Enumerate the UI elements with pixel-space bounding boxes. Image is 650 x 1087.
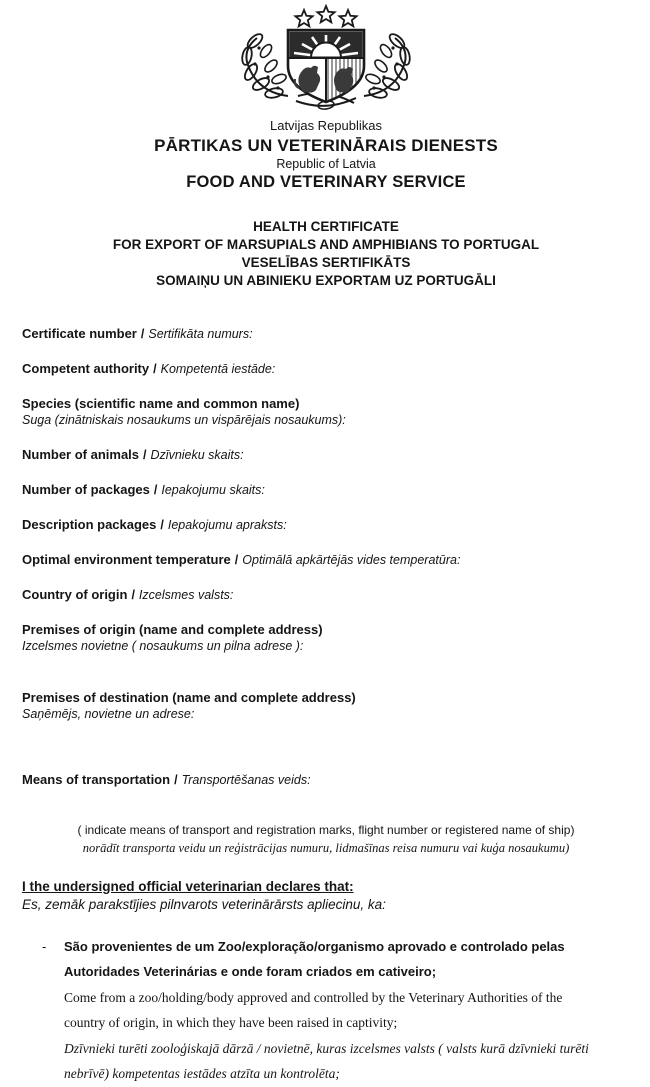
dotted-entry-line: [267, 484, 630, 497]
field-label-en: Optimal environment temperature: [22, 551, 231, 567]
field-label-lv: Iepakojumu skaits:: [161, 482, 265, 497]
declaration-item-text: [64, 934, 630, 1087]
label-separator: /: [174, 772, 178, 787]
org-header: [22, 118, 630, 193]
field-premises-of-origin: [22, 622, 630, 653]
label-separator: /: [143, 447, 147, 462]
declaration-section: [22, 879, 630, 1087]
org-country-en: Republic of Latvia: [276, 157, 376, 172]
field-label-en: Country of origin: [22, 586, 128, 602]
field-label-en: Species (scientific name and common name): [22, 395, 300, 411]
field-label-lv: Izcelsmes valsts:: [138, 587, 234, 602]
field-label-lv: Saņēmējs, novietne un adrese:: [22, 706, 195, 721]
org-country-lv: Latvijas Republikas: [269, 118, 382, 133]
declaration-heading-lv: Es, zemāk parakstījies pilnvarots veterinārārsts apliecinu, ka:: [22, 896, 386, 912]
field-label-lv: Optimālā apkārtējās vides temperatūra:: [242, 552, 461, 567]
declaration-text-pt: São provenientes de um Zoo/exploração/organismo aprovado e controlado pelas Autoridades Veterinárias e onde foram criados em cativeiro;: [64, 938, 565, 980]
dotted-continuation-line: [22, 808, 630, 821]
label-separator: /: [160, 517, 164, 532]
latvia-coat-of-arms-icon: [226, 4, 426, 114]
dotted-entry-line: [235, 589, 630, 602]
dotted-continuation-line: [22, 744, 630, 757]
field-label-lv: Sertifikāta numurs:: [148, 326, 253, 341]
label-separator: /: [153, 361, 157, 376]
field-country-of-origin: [22, 587, 630, 602]
list-bullet: -: [42, 938, 47, 954]
declaration-text-en: Come from a zoo/holding/body approved and controlled by the Veterinary Authorities of the country of origin, in which they have been raised in captivity;: [64, 989, 563, 1031]
dotted-entry-line: [196, 708, 630, 721]
declaration-text-lv: Dzīvnieki turēti zooloģiskajā dārzā / novietnē, kuras izcelsmes valsts ( valsts kurā dzīvnieki turēti nebrīvē) kompetentas iestādes atzīta un kontrolēta;: [64, 1040, 589, 1082]
field-certificate-number: [22, 326, 630, 341]
label-separator: /: [140, 326, 145, 341]
field-description-packages: [22, 517, 630, 532]
label-separator: /: [234, 552, 239, 567]
label-separator: /: [153, 482, 158, 497]
org-name-en: FOOD AND VETERINARY SERVICE: [186, 173, 466, 192]
field-label-en: Premises of origin (name and complete address): [22, 621, 323, 637]
field-label-en: Description packages: [22, 516, 157, 532]
field-label-en: Number of packages: [22, 481, 150, 497]
field-number-of-packages: [22, 482, 630, 497]
field-label-en: Competent authority: [22, 360, 150, 376]
label-separator: /: [131, 587, 135, 602]
field-label-lv: Kompetentā iestāde:: [160, 361, 276, 376]
title-line-2: FOR EXPORT OF MARSUPIALS AND AMPHIBIANS TO PORTUGAL: [112, 237, 540, 253]
field-species: [22, 396, 630, 427]
dotted-entry-line: [289, 519, 630, 532]
form-fields: [22, 326, 630, 856]
field-label-en: Premises of destination (name and complete address): [22, 689, 356, 705]
transport-note: [22, 823, 630, 856]
title-line-1: HEALTH CERTIFICATE: [253, 219, 399, 235]
field-label-lv: Izcelsmes novietne ( nosaukums un pilna adrese ):: [22, 638, 304, 653]
field-competent-authority: [22, 361, 630, 376]
field-label-lv: Transportēšanas veids:: [181, 772, 311, 787]
field-label-en: Means of transportation: [22, 771, 171, 787]
dotted-entry-line: [348, 414, 630, 427]
declaration-heading-en: I the undersigned official veterinarian declares that:: [22, 878, 354, 894]
field-premises-of-destination: [22, 690, 630, 721]
field-label-en: Certificate number: [22, 325, 137, 341]
declaration-item: [22, 934, 630, 1087]
org-name-lv: PĀRTIKAS UN VETERINĀRAIS DIENESTS: [154, 135, 498, 155]
dotted-entry-line: [246, 449, 630, 462]
field-means-of-transportation: [22, 772, 630, 787]
dotted-entry-line: [313, 774, 630, 787]
field-label-en: Number of animals: [22, 446, 140, 462]
certificate-title: [22, 218, 630, 289]
dotted-continuation-line: [22, 667, 630, 680]
dotted-entry-line: [305, 640, 630, 653]
dotted-entry-line: [277, 363, 630, 376]
title-line-4: SOMAIŅU UN ABINIEKU EXPORTAM UZ PORTUGĀLI: [156, 272, 496, 288]
transport-note-en: ( indicate means of transport and registration marks, flight number or registered name of ship): [77, 822, 575, 837]
field-label-lv: Dzīvnieku skaits:: [150, 447, 244, 462]
field-optimal-environment-temperature: [22, 552, 630, 567]
emblem-area: [22, 4, 630, 116]
dotted-entry-line: [462, 554, 630, 567]
transport-note-lv: norādīt transporta veidu un reģistrācijas numuru, lidmašīnas reisa numuru vai kuģa nosaukumu): [82, 840, 570, 855]
title-line-3: VESELĪBAS SERTIFIKĀTS: [241, 255, 411, 271]
field-number-of-animals: [22, 447, 630, 462]
dotted-entry-line: [255, 328, 630, 341]
field-label-lv: Suga (zinātniskais nosaukums un vispārējais nosaukums):: [22, 412, 346, 427]
field-label-lv: Iepakojumu apraksts:: [167, 517, 287, 532]
